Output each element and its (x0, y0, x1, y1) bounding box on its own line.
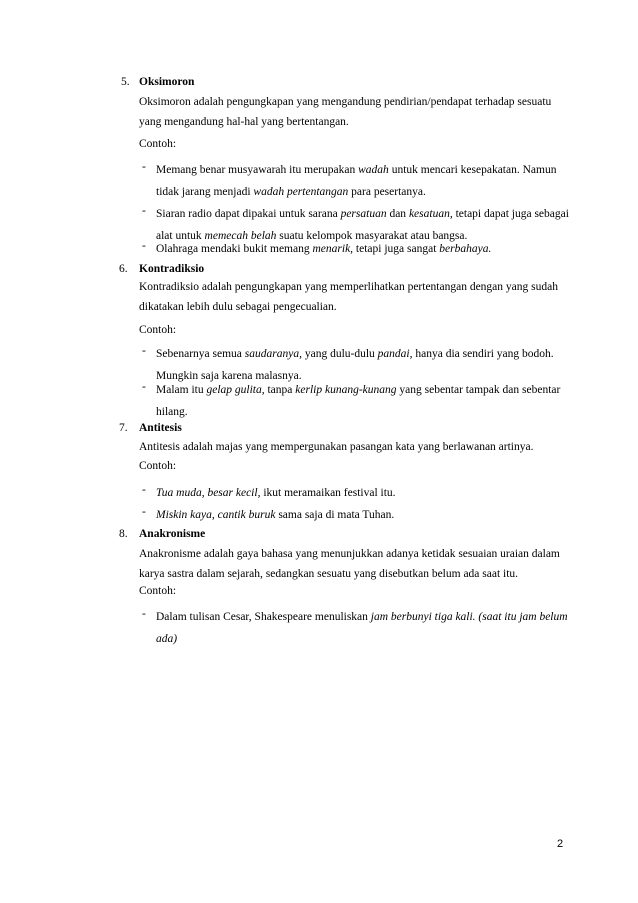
bullet-dash: - (142, 240, 146, 252)
text-run: sama saja di mata Tuhan. (275, 509, 395, 521)
section-title: Antitesis (139, 422, 182, 434)
italic-text: berbahaya. (439, 243, 492, 255)
bullet-dash: - (142, 161, 146, 173)
section-definition: Anakronisme adalah gaya bahasa yang menunjukkan adanya ketidak sesuaian uraian dalam karya sastra dalam sejarah, sedangkan sesuatu yang disebutkan belum ada saat itu. (139, 548, 560, 580)
bullet-dash: - (142, 205, 146, 217)
text-run: tanpa (264, 384, 296, 396)
text-run: Dalam tulisan Cesar, Shakespeare menuliskan (156, 611, 371, 623)
text-run: tetapi dapat juga sebagai alat untuk (156, 208, 569, 242)
example-text (156, 482, 576, 504)
example-label: Contoh: (139, 138, 177, 150)
text-run: Olahraga mendaki bukit memang (156, 243, 313, 255)
text-run: Malam itu (156, 384, 207, 396)
text-run: untuk mencari kesepakatan. Namun tidak jarang menjadi (156, 164, 557, 198)
text-run: hanya dia sendiri yang bodoh. Mungkin saja karena malasnya. (156, 348, 554, 382)
italic-text: wadah (358, 164, 389, 176)
section-number: 7. (119, 422, 128, 434)
text-run: yang dulu-dulu (301, 348, 378, 360)
page-number: 2 (557, 838, 564, 850)
section-title: Anakronisme (139, 528, 206, 540)
example-text (156, 379, 576, 423)
italic-text: persatuan (340, 208, 387, 220)
example-text (156, 504, 576, 526)
italic-text: jam berbunyi tiga kali. (saat itu jam belum ada) (156, 611, 568, 645)
example-label: Contoh: (139, 324, 177, 336)
section-definition: Oksimoron adalah pengungkapan yang mengandung pendirian/pendapat terhadap sesuatu yang mengandung hal-hal yang bertentangan. (139, 96, 552, 128)
text-run: Siaran radio dapat dipakai untuk sarana (156, 208, 341, 220)
italic-text: gelap gulita, (206, 384, 265, 396)
section-definition: Kontradiksio adalah pengungkapan yang memperlihatkan pertentangan dengan yang sudah dikatakan lebih dulu sebagai pengecualian. (139, 281, 558, 313)
text-run: dan (386, 208, 409, 220)
text-run: suatu kelompok masyarakat atau bangsa. (276, 230, 468, 242)
bullet-dash: - (142, 345, 146, 357)
section-title: Kontradiksio (139, 263, 205, 275)
section-definition: Antitesis adalah majas yang mempergunakan pasangan kata yang berlawanan artinya. (139, 441, 534, 453)
bullet-dash: - (142, 484, 146, 496)
text-run: yang sebentar tampak dan sebentar hilang. (156, 384, 561, 418)
example-text (156, 238, 576, 260)
text-run: , ikut meramaikan festival itu. (257, 487, 396, 499)
text-run: tetapi juga sangat (353, 243, 440, 255)
italic-text: memecah belah (204, 230, 277, 242)
italic-text: saudaranya, (244, 348, 302, 360)
text-run: Sebenarnya semua (156, 348, 245, 360)
example-text (156, 159, 576, 203)
italic-text: kerlip kunang-kunang (295, 384, 397, 396)
section-number: 8. (119, 528, 128, 540)
text-run: para pesertanya. (348, 186, 426, 198)
example-label: Contoh: (139, 585, 177, 597)
section-title: Oksimoron (139, 76, 195, 88)
italic-text: wadah pertentangan (253, 186, 349, 198)
italic-text: pandai, (377, 348, 413, 360)
example-label: Contoh: (139, 460, 177, 472)
italic-text: Tua muda, besar kecil (156, 487, 258, 499)
bullet-dash: - (142, 608, 146, 620)
italic-text: kesatuan, (408, 208, 453, 220)
italic-text: menarik, (312, 243, 354, 255)
text-run: Memang benar musyawarah itu merupakan (156, 164, 359, 176)
section-number: 5. (121, 76, 130, 88)
section-number: 6. (119, 263, 128, 275)
bullet-dash: - (142, 506, 146, 518)
bullet-dash: - (142, 381, 146, 393)
example-text (156, 606, 576, 650)
italic-text: Miskin kaya, cantik buruk (156, 509, 276, 521)
